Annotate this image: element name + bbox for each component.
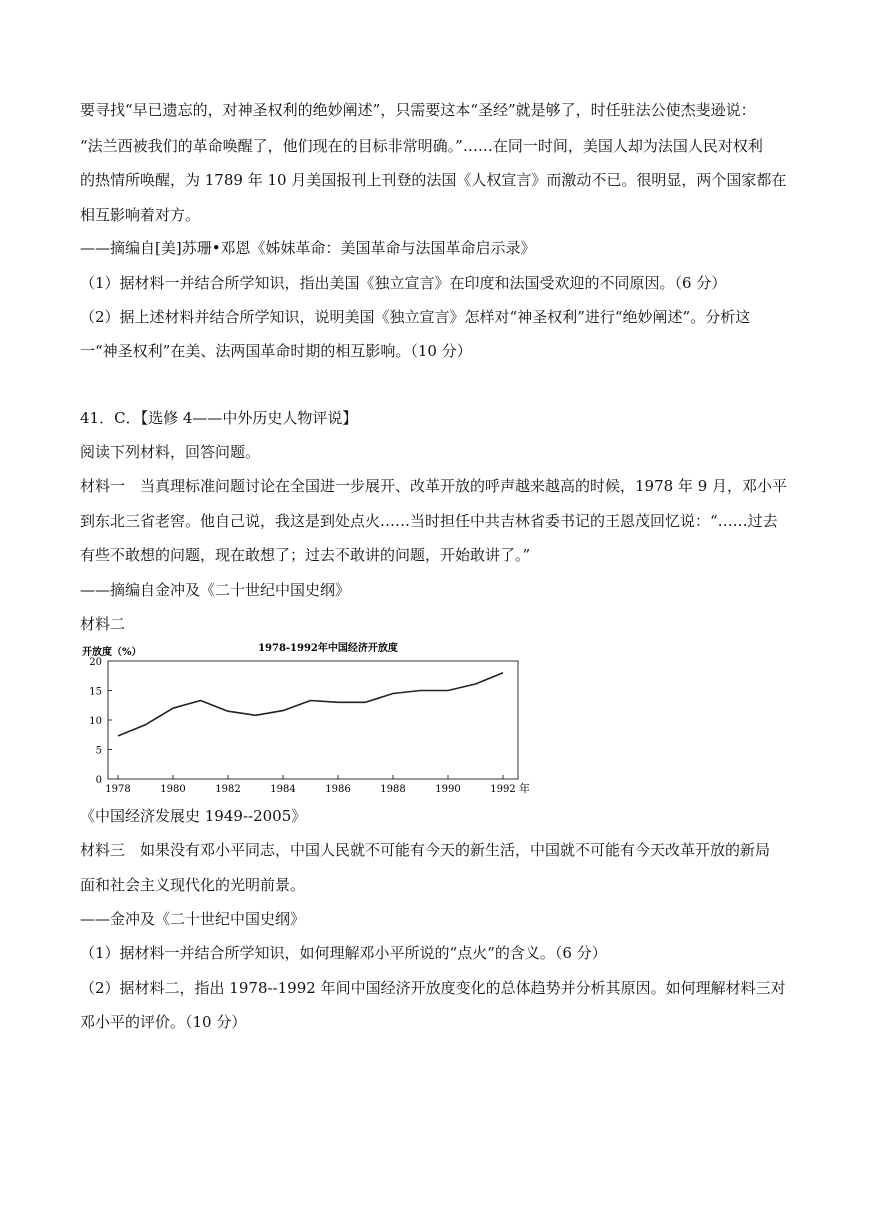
question-2-cont: 一“神圣权利”在美、法两国革命时期的相互影响。（10 分） xyxy=(80,342,472,360)
line-chart xyxy=(80,640,540,800)
question-1: （1）据材料一并结合所学知识，如何理解邓小平所说的“点火”的含义。（6 分） xyxy=(80,944,607,962)
x-tick-label: 1978 xyxy=(105,784,131,795)
question-2-cont: 邓小平的评价。（10 分） xyxy=(80,1013,247,1031)
x-tick-label: 1992 xyxy=(490,784,516,795)
y-tick-label: 10 xyxy=(89,716,102,727)
source-citation: ——金冲及《二十世纪中国史纲》 xyxy=(80,910,306,928)
plot-frame xyxy=(108,661,518,779)
y-tick-label: 5 xyxy=(95,745,102,757)
x-tick-label: 1980 xyxy=(160,784,186,795)
material-one: 材料一 当真理标准问题讨论在全国进一步展开、改革开放的呼声越来越高的时候，1978 年 9 月，邓小平 xyxy=(80,477,788,495)
paragraph-line: “法兰西被我们的革命唤醒了，他们现在的目标非常明确。”……在同一时间，美国人却为法国人民对权利 xyxy=(80,137,763,155)
material-two-label: 材料二 xyxy=(80,615,126,633)
x-tick-label: 1990 xyxy=(435,784,461,795)
section-heading: 41．C．【选修 4——中外历史人物评说】 xyxy=(80,409,358,427)
paragraph-line: 的热情所唤醒，为 1789 年 10 月美国报刊上刊登的法国《人权宣言》而激动不已。很明显，两个国家都在 xyxy=(80,171,787,189)
material-one-cont: 有些不敢想的问题，现在敢想了；过去不敢讲的问题，开始敢讲了。” xyxy=(80,546,531,564)
x-tick-label: 1988 xyxy=(380,784,406,795)
question-2: （2）据材料二，指出 1978--1992 年间中国经济开放度变化的总体趋势并分析其原因。如何理解材料三对 xyxy=(80,979,786,997)
source-citation: ——摘编自[美]苏珊•邓恩《姊妹革命：美国革命与法国革命启示录》 xyxy=(80,239,536,257)
x-tick-label: 1984 xyxy=(270,784,296,795)
question-1: （1）据材料一并结合所学知识，指出美国《独立宣言》在印度和法国受欢迎的不同原因。（6 分） xyxy=(80,274,727,292)
chart-source: 《中国经济发展史 1949--2005》 xyxy=(80,807,307,825)
chart-title: 1978-1992年中国经济开放度 xyxy=(258,643,398,654)
y-tick-label: 20 xyxy=(89,657,102,668)
source-citation: ——摘编自金冲及《二十世纪中国史纲》 xyxy=(80,581,351,599)
x-tick-label: 1982 xyxy=(215,784,241,795)
material-three-cont: 面和社会主义现代化的光明前景。 xyxy=(80,876,306,894)
question-2: （2）据上述材料并结合所学知识，说明美国《独立宣言》怎样对“神圣权利”进行“绝妙阐述”。分析这 xyxy=(80,308,751,326)
paragraph-line: 要寻找“早已遗忘的，对神圣权利的绝妙阐述”，只需要这本“圣经”就是够了，时任驻法公使杰斐逊说： xyxy=(80,101,756,119)
openness-chart xyxy=(80,640,540,800)
paragraph-line: 相互影响着对方。 xyxy=(80,206,201,224)
x-tick-label: 1986 xyxy=(325,784,351,795)
y-axis-label: 开放度（%） xyxy=(82,647,142,658)
y-tick-label: 0 xyxy=(95,775,102,786)
material-three: 材料三 如果没有邓小平同志，中国人民就不可能有今天的新生活，中国就不可能有今天改革开放的新局 xyxy=(80,841,771,859)
material-one-cont: 到东北三省老窖。他自己说，我这是到处点火……当时担任中共吉林省委书记的王恩茂回忆说：“……过去 xyxy=(80,512,778,530)
series-line xyxy=(118,673,503,736)
instruction: 阅读下列材料，回答问题。 xyxy=(80,443,261,461)
y-tick-label: 15 xyxy=(89,686,102,698)
x-axis-unit: 年 xyxy=(519,782,530,795)
